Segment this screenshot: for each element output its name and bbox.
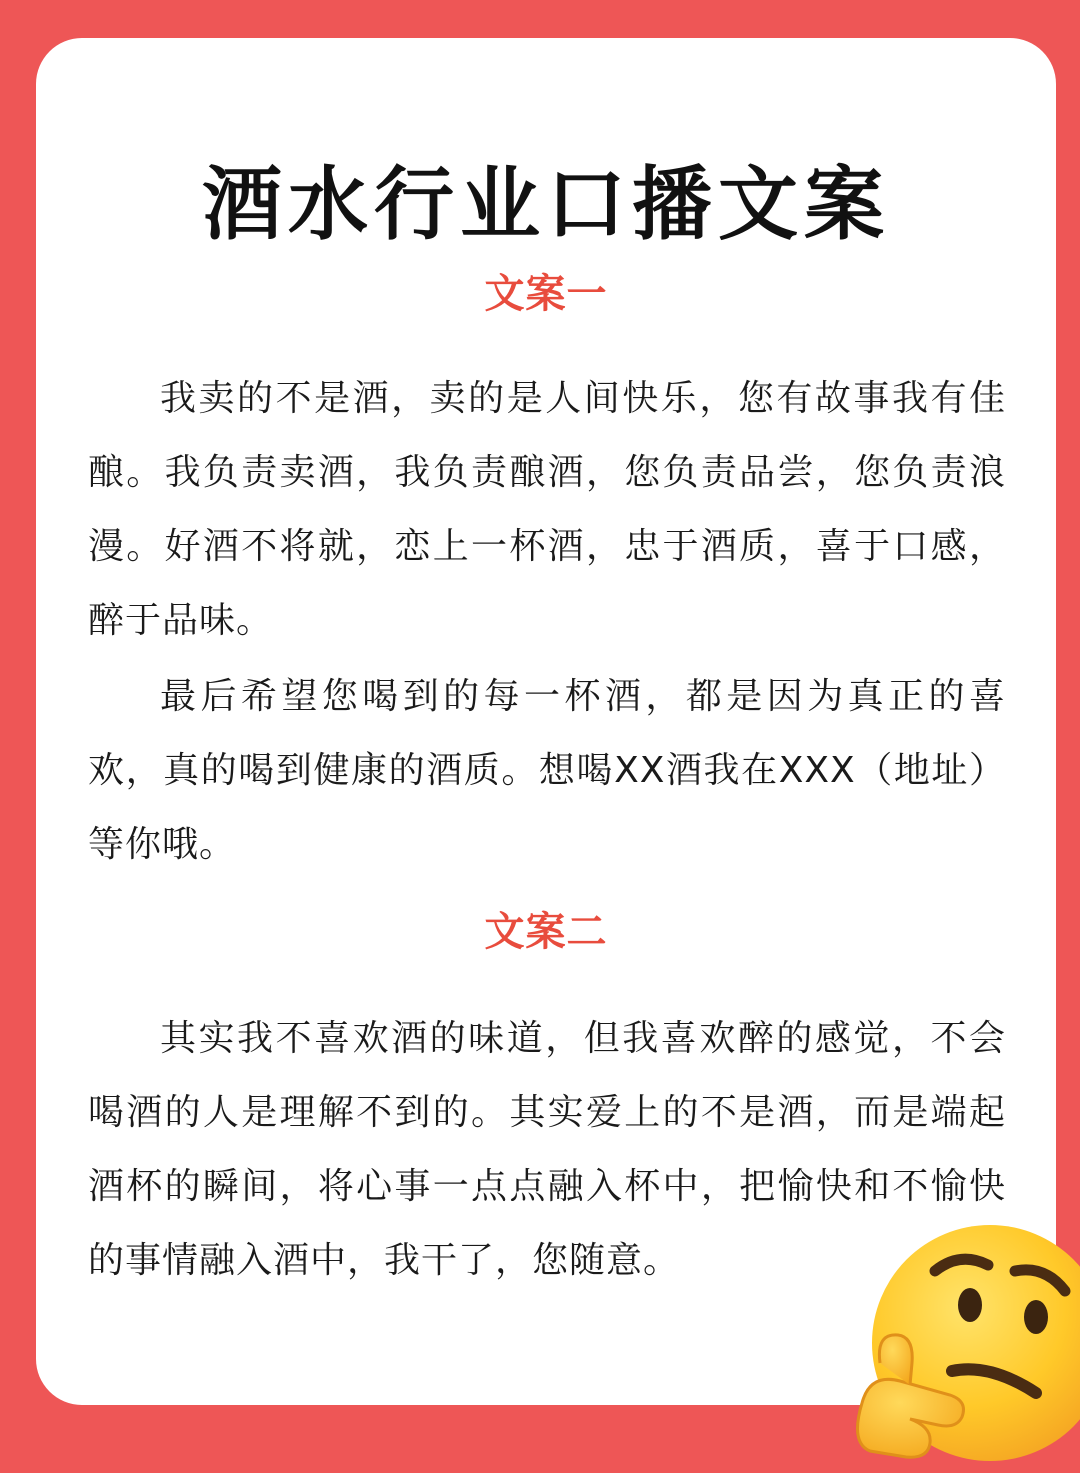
content-card xyxy=(36,38,1056,1405)
section-1-paragraph-1: 我卖的不是酒，卖的是人间快乐，您有故事我有佳酿。我负责卖酒，我负责酿酒，您负责品尝，您负责浪漫。好酒不将就，恋上一杯酒，忠于酒质，喜于口感，醉于品味。 xyxy=(88,378,1006,641)
page-title: 酒水行业口播文案 xyxy=(202,158,890,251)
section-2-paragraph-1: 其实我不喜欢酒的味道，但我喜欢醉的感觉，不会喝酒的人是理解不到的。其实爱上的不是酒，而是端起酒杯的瞬间，将心事一点点融入杯中，把愉快和不愉快的事情融入酒中，我干了，您随意。 xyxy=(88,1018,1006,1281)
thinking-face-emoji xyxy=(840,1213,1080,1473)
section-1-paragraph-2: 最后希望您喝到的每一杯酒，都是因为真正的喜欢，真的喝到健康的酒质。想喝XX酒我在XXX（地址）等你哦。 xyxy=(88,676,1006,865)
section-heading-1: 文案一 xyxy=(484,271,608,317)
section-heading-2: 文案二 xyxy=(484,909,608,955)
